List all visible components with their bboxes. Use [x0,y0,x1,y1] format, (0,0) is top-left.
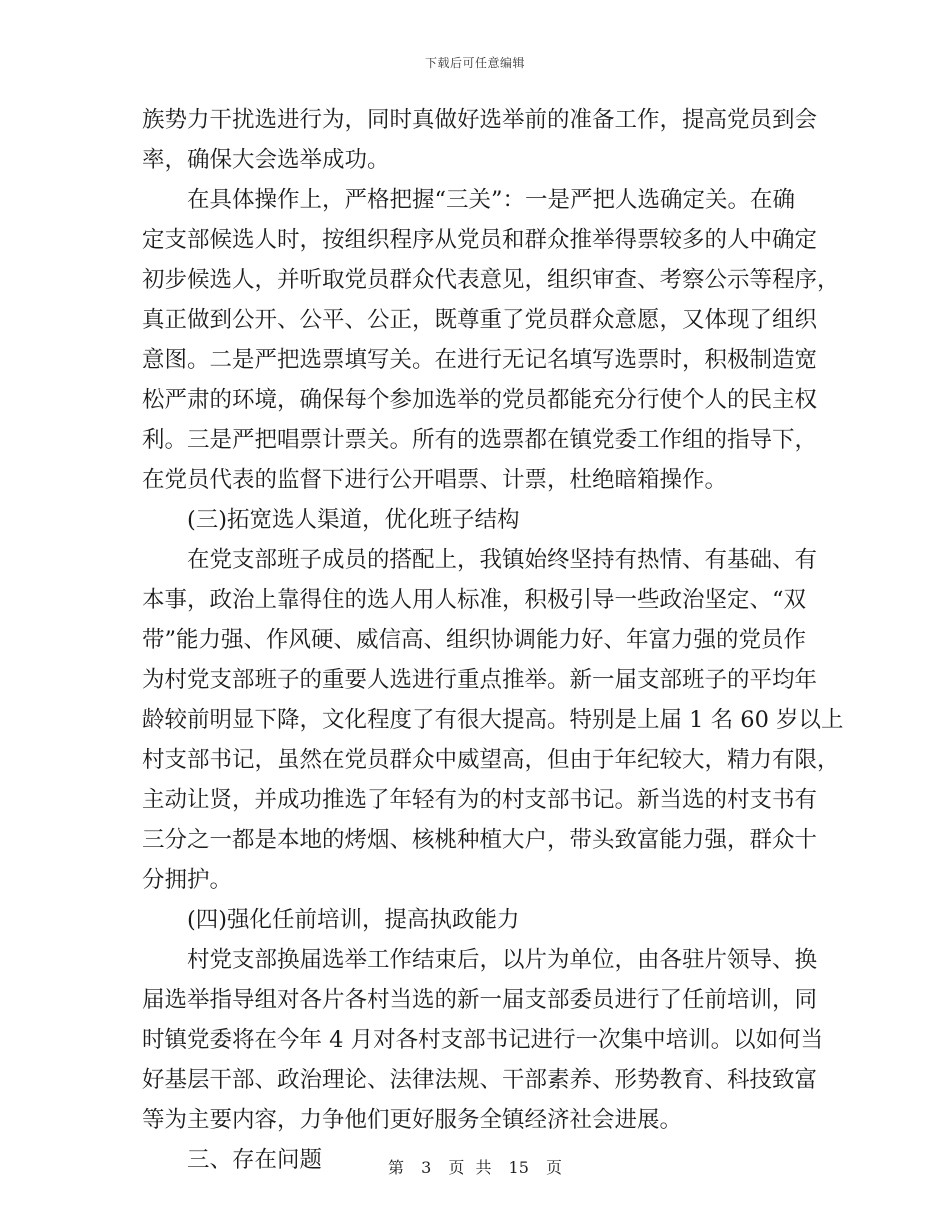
text-line: 本事，政治上靠得住的选人用人标准，积极引导一些政治坚定、“双 [142,587,807,613]
section-heading: 三、存在问题 [187,1147,323,1173]
text-line: 为村党支部班子的重要人选进行重点推举。新一届支部班子的平均年 [142,667,818,693]
text-line: 意图。二是严把选票填写关。在进行无记名填写选票时，积极制造宽 [142,347,818,373]
text-line: 利。三是严把唱票计票关。所有的选票都在镇党委工作组的指导下， [142,427,818,453]
paragraph-first-line: 在党支部班子成员的搭配上，我镇始终坚持有热情、有基础、有 [187,547,818,573]
page-footer [0,1155,950,1178]
text-line: 主动让贤，并成功推选了年轻有为的村支部书记。新当选的村支书有 [142,787,818,813]
text-line: 分拥护。 [142,867,233,893]
paragraph-first-line: 村党支部换届选举工作结束后，以片为单位，由各驻片领导、换 [187,947,818,973]
document-body [142,100,844,1180]
text-line: 松严肃的环境，确保每个参加选举的党员都能充分行使个人的民主权 [142,387,818,413]
text-line: 时镇党委将在今年 4 月对各村支部书记进行一次集中培训。以如何当 [142,1027,824,1053]
section-heading: (三)拓宽选人渠道，优化班子结构 [187,507,520,533]
text-line: 定支部候选人时，按组织程序从党员和群众推举得票较多的人中确定 [142,227,818,253]
text-line: 初步候选人，并听取党员群众代表意见，组织审查、考察公示等程序， [142,267,840,293]
current-page-number: 3 [421,1158,432,1177]
section-heading: (四)强化任前培训，提高执政能力 [187,907,520,933]
text-line: 三分之一都是本地的烤烟、核桃种植大户，带头致富能力强，群众十 [142,827,818,853]
text-line: 在党员代表的监督下进行公开唱票、计票，杜绝暗箱操作。 [142,467,728,493]
text-line: 届选举指导组对各片各村当选的新一届支部委员进行了任前培训，同 [142,987,818,1013]
footer-prefix: 第 [387,1158,404,1177]
text-line: 村支部书记，虽然在党员群众中威望高，但由于年纪较大，精力有限， [142,747,840,773]
footer-middle: 页 共 [448,1158,492,1177]
text-line: 等为主要内容，力争他们更好服务全镇经济社会进展。 [142,1107,683,1133]
page-header: 下载后可任意编辑 [424,56,525,70]
text-line: 好基层干部、政治理论、法律法规、干部素养、形势教育、科技致富 [142,1067,818,1093]
text-line: 族势力干扰选进行为，同时真做好选举前的准备工作，提高党员到会 [142,107,818,133]
paragraph-first-line: 在具体操作上，严格把握“三关”：一是严把人选确定关。在确 [187,187,796,213]
text-line: 龄较前明显下降，文化程度了有很大提高。特别是上届 1 名 60 岁以上 [142,707,844,733]
text-line: 真正做到公开、公平、公正，既尊重了党员群众意愿，又体现了组织 [142,307,818,333]
total-page-count: 15 [508,1158,529,1177]
text-line: 带”能力强、作风硬、威信高、组织协调能力好、年富力强的党员作 [142,627,807,653]
text-line: 率，确保大会选举成功。 [142,147,390,173]
footer-suffix: 页 [546,1158,563,1177]
